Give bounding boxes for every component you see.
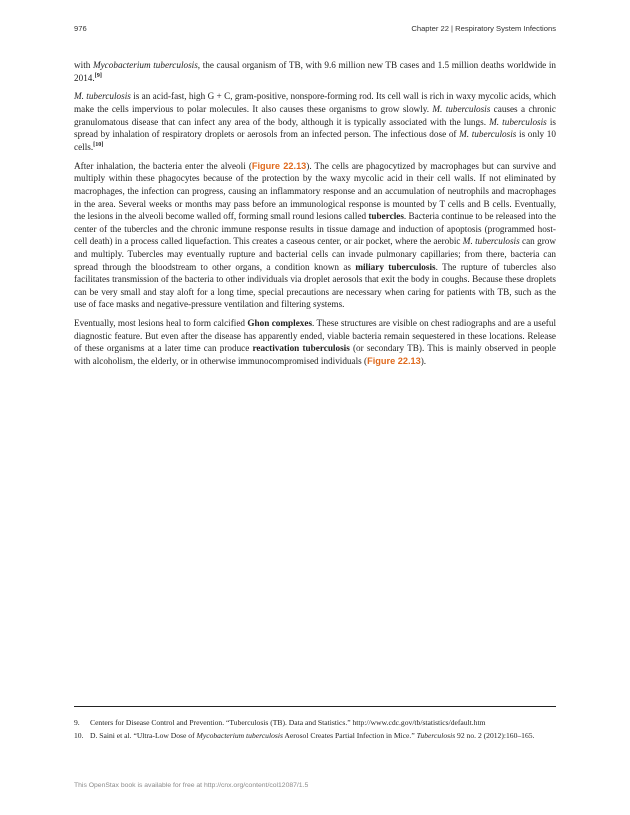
- footnotes: [74, 716, 556, 742]
- footnote-9: 9. Centers for Disease Control and Prevention. “Tuberculosis (TB). Data and Statistics.” http://www.cdc.gov/tb/statistics/default.htm: [74, 718, 486, 727]
- running-header: [74, 24, 556, 36]
- footnote-10: 10. D. Saini et al. “Ultra-Low Dose of Mycobacterium tuberculosis Aerosol Creates Partial Infection in Mice.” Tuberculosis 92 no. 2 (2012):160–165.: [74, 731, 535, 740]
- main-text: [74, 59, 556, 374]
- figure-link[interactable]: Figure 22.13: [251, 160, 307, 171]
- paragraph-1: with Mycobacterium tuberculosis, the causal organism of TB, with 9.6 million new TB cases and 1.5 million deaths worldwide in 2014.[9]: [74, 60, 557, 83]
- paragraph-3: After inhalation, the bacteria enter the alveoli (Figure 22.13). The cells are phagocytized by macrophages but can survive and multiply within these phagocytes because of the protection by the waxy mycolic acid in their cell walls. If not eliminated by macrophages, the infection can progress, causing an inflammatory response and an accumulation of neutrophils and macrophages in the area. Several weeks or months may pass before an immunological response is mounted by T cells and B cells. Eventually, the lesions in the alveoli become walled off, forming small round lesions called tubercles. Bacteria continue to be released into the center of the tubercles and the chronic immune response results in tissue damage and induction of apoptosis (programmed host-cell death) in a process called liquefaction. This creates a caseous center, or air pocket, where the aerobic M. tuberculosis can grow and multiply. Tubercles may eventually rupture and bacterial cells can invade pulmonary capillaries; from there, bacteria can spread through the bloodstream to other organs, a condition known as miliary tuberculosis. The rupture of tubercles also facilitates transmission of the bacteria to other individuals via droplet aerosols that exit the body in coughs. Because these droplets can be very small and stay aloft for a long time, special precautions are necessary when caring for patients with TB, such as the use of face masks and negative-pressure ventilation and filtering systems.: [74, 160, 556, 310]
- key-term: tubercles: [368, 211, 404, 222]
- paragraph-4: Eventually, most lesions heal to form calcified Ghon complexes. These structures are visible on chest radiographs and are a useful diagnostic feature. But even after the disease has apparently ended, viable bacteria remain sequestered in these locations. Release of these organisms at a later time can produce reactivation tuberculosis (or secondary TB). This is mainly observed in people with alcoholism, the elderly, or in otherwise immunocompromised individuals (Figure 22.13).: [74, 318, 556, 366]
- paragraph-2: M. tuberculosis is an acid-fast, high G + C, gram-positive, nonspore-forming rod. Its cell wall is rich in waxy mycolic acids, which make the cells impervious to polar molecules. It also causes these organisms to grow slowly. M. tuberculosis causes a chronic granulomatous disease that can infect any area of the body, although it is typically associated with the lungs. M. tuberculosis is spread by inhalation of respiratory droplets or aerosols from an infected person. The infectious dose of M. tuberculosis is only 10 cells.[10]: [74, 91, 556, 152]
- page-footer: This OpenStax book is available for free at http://cnx.org/content/col12087/1.5: [74, 782, 309, 789]
- chapter-title: Chapter 22 | Respiratory System Infections: [411, 24, 556, 33]
- key-term: Ghon complexes: [247, 318, 313, 329]
- footnote-ref-10[interactable]: [10]: [93, 140, 104, 148]
- figure-link[interactable]: Figure 22.13: [367, 355, 421, 366]
- key-term: reactivation tuberculosis: [252, 343, 350, 354]
- footnote-divider: [74, 706, 556, 707]
- footnote-ref-9[interactable]: [9]: [94, 71, 102, 79]
- key-term: miliary tuberculosis: [355, 261, 436, 272]
- page-number: 976: [74, 24, 87, 33]
